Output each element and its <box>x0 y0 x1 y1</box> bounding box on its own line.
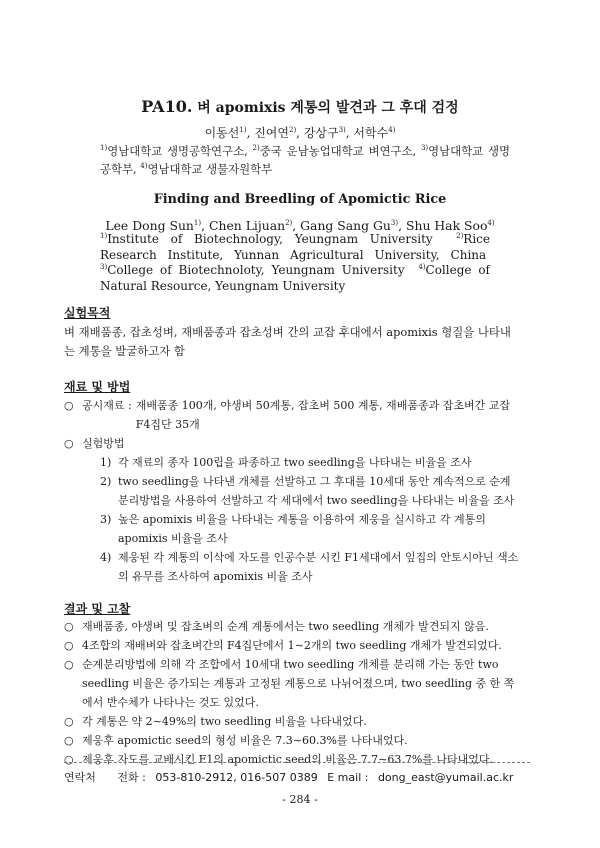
result-text: 순계분리방법에 의해 각 조합에서 10세대 two seedling 개체를 분리해 가는 동안 two seedling 비율은 증가되는 계통과 고정된 계통으로 나뉘어졌으며, two seedling 중 한 쪽에서 반수체가 나타나는 것도 있었다. <box>82 658 515 709</box>
methods-heading: 재료 및 방법 <box>64 380 131 394</box>
result-text: 재배품종, 야생벼 및 잡초벼의 순계 계통에서는 two seedling 개체가 발견되지 않음. <box>82 620 489 633</box>
author-name: 강상구 <box>303 126 339 140</box>
author-name: 이동선 <box>204 126 240 140</box>
affiliation: College of Natural Resource, Yeungnam University <box>100 263 491 293</box>
result-item <box>64 617 519 636</box>
affiliation: Rice Research Institute, Yunnan Agricultural University, China <box>100 232 490 262</box>
phone-label: 전화 : <box>117 771 146 784</box>
author-name: 진여연 <box>254 126 289 140</box>
step-text: 각 재료의 종자 100립을 파종하고 two seedling을 나타내는 비율을 조사 <box>118 456 472 469</box>
paper-title-text: 벼 apomixis 계통의 발견과 그 후대 검정 <box>197 100 459 116</box>
purpose-text: 벼 재배품종, 잡초성벼, 재배품종과 잡초성벼 간의 교잡 후대에서 apomixis 형질을 나타내는 계통을 발굴하고자 함 <box>64 325 511 358</box>
bullet-icon: ○ <box>64 620 74 633</box>
author-name: Lee Dong Sun <box>105 218 194 233</box>
result-item <box>64 731 519 750</box>
bullet-icon: ○ <box>64 734 74 747</box>
bullet-icon: ○ <box>64 753 74 766</box>
bullet-icon: ○ <box>64 639 74 652</box>
author-name: Gang Sang Gu <box>300 218 391 233</box>
step-number: 2) <box>100 475 112 488</box>
bullet-icon: ○ <box>64 715 74 728</box>
step-text: 높은 apomixis 비율을 나타내는 계통을 이용하여 제웅을 실시하고 각 계통의 apomixis 비율을 조사 <box>118 513 486 545</box>
affiliation: 영남대학교 생명공학연구소, <box>107 144 248 158</box>
contact-info <box>64 769 519 785</box>
step-number: 3) <box>100 513 112 526</box>
contact-label: 연락처 <box>64 771 96 784</box>
methods-list <box>64 396 519 586</box>
phone-number: 053-810-2912, 016-507 0389 <box>155 771 318 784</box>
method-step <box>64 472 519 510</box>
result-item <box>64 655 519 712</box>
korean-authors: 이동선$^{1)}$, 진여연$^{2)}$, 강상구$^{3)}$, 서학수$^{4)}$ <box>204 126 396 140</box>
materials-text: 재배품종 100개, 야생벼 50계통, 잡초벼 500 계통, 재배품종과 잡초벼간 교잡 F4집단 35개 <box>135 399 510 431</box>
bullet-icon: ○ <box>64 658 74 671</box>
result-text: 제웅후 자도를 교배시킨 F1의 apomictic seed의 비율은 7.7∼63.7%를 나타내었다. <box>82 753 494 766</box>
purpose-heading: 실험목적 <box>64 306 111 320</box>
paper-code: PA10. <box>141 97 193 116</box>
bullet-icon: ○ <box>64 399 74 412</box>
affiliation: 중국 운남농업대학교 벼연구소, <box>259 144 417 158</box>
affiliation: 영남대학교 생명공학부, <box>100 144 510 176</box>
english-title: Finding and Breedling of Apomictic Rice <box>153 192 447 207</box>
step-text: 제웅된 각 계통의 이삭에 자도를 인공수분 시킨 F1세대에서 잎집의 안토시아닌 색소의 유무를 조사하여 apomixis 비율 조사 <box>118 551 519 583</box>
page-number: - 284 - <box>282 793 318 806</box>
paper-title <box>0 97 600 117</box>
method-step <box>64 548 519 586</box>
step-number: 4) <box>100 551 112 564</box>
result-text: 4조합의 재배벼와 잡초벼간의 F4집단에서 1∼2개의 two seedling 개체가 발견되었다. <box>82 639 502 652</box>
email-label: E mail : <box>327 771 369 784</box>
materials-label: 공시재료 : <box>82 399 132 412</box>
author-name: 서학수 <box>353 126 389 140</box>
result-text: 제웅후 apomictic seed의 형성 비율은 7.3∼60.3%를 나타내었다. <box>82 734 408 747</box>
materials-item <box>64 396 519 434</box>
korean-affiliations: $^{1)}$영남대학교 생명공학연구소, $^{2)}$중국 운남농업대학교 벼연구소, $^{3)}$영남대학교 생명공학부, $^{4)}$영남대학교 생물자원학부 <box>100 144 510 176</box>
affiliation: Institute of Biotechnology, Yeungnam University <box>107 232 433 246</box>
affiliation: College of Biotechnoloty, Yeungnam University <box>107 263 405 278</box>
author-name: Chen Lijuan <box>208 218 286 233</box>
result-item <box>64 750 519 769</box>
step-number: 1) <box>100 456 112 469</box>
english-authors: Lee Dong Sun$^{1)}$, Chen Lijuan$^{2)}$, Gang Sang Gu$^{3)}$, Shu Hak Soo$^{4)}$ <box>105 218 495 233</box>
method-step <box>64 453 519 472</box>
affiliation: 영남대학교 생물자원학부 <box>147 162 273 176</box>
results-list <box>64 617 519 769</box>
method-item <box>64 434 519 453</box>
divider <box>64 762 530 763</box>
author-name: Shu Hak Soo <box>405 218 488 233</box>
results-heading: 결과 및 고찰 <box>64 602 131 616</box>
email-address: dong_east@yumail.ac.kr <box>377 771 514 784</box>
method-label: 실험방법 <box>82 437 125 450</box>
step-text: two seedling을 나타낸 개체를 선발하고 그 후대를 10세대 동안 계속적으로 순계분리방법을 사용하여 선발하고 각 세대에서 two seedling을 나타내는 비율을 조사 <box>118 475 515 507</box>
bullet-icon: ○ <box>64 437 74 450</box>
result-text: 각 계통은 약 2∼49%의 two seedling 비율을 나타내었다. <box>82 715 367 728</box>
english-affiliations: $^{1)}$Institute of Biotechnology, Yeungnam University $^{2)}$Rice Research Institute, Yunnan Agricultural University, China $^{3)}$College of Biotechnoloty, Yeungnam University $^{4)}$College of Natural Resource, Yeungnam University <box>100 232 491 293</box>
result-item <box>64 636 519 655</box>
result-item <box>64 712 519 731</box>
method-step <box>64 510 519 548</box>
